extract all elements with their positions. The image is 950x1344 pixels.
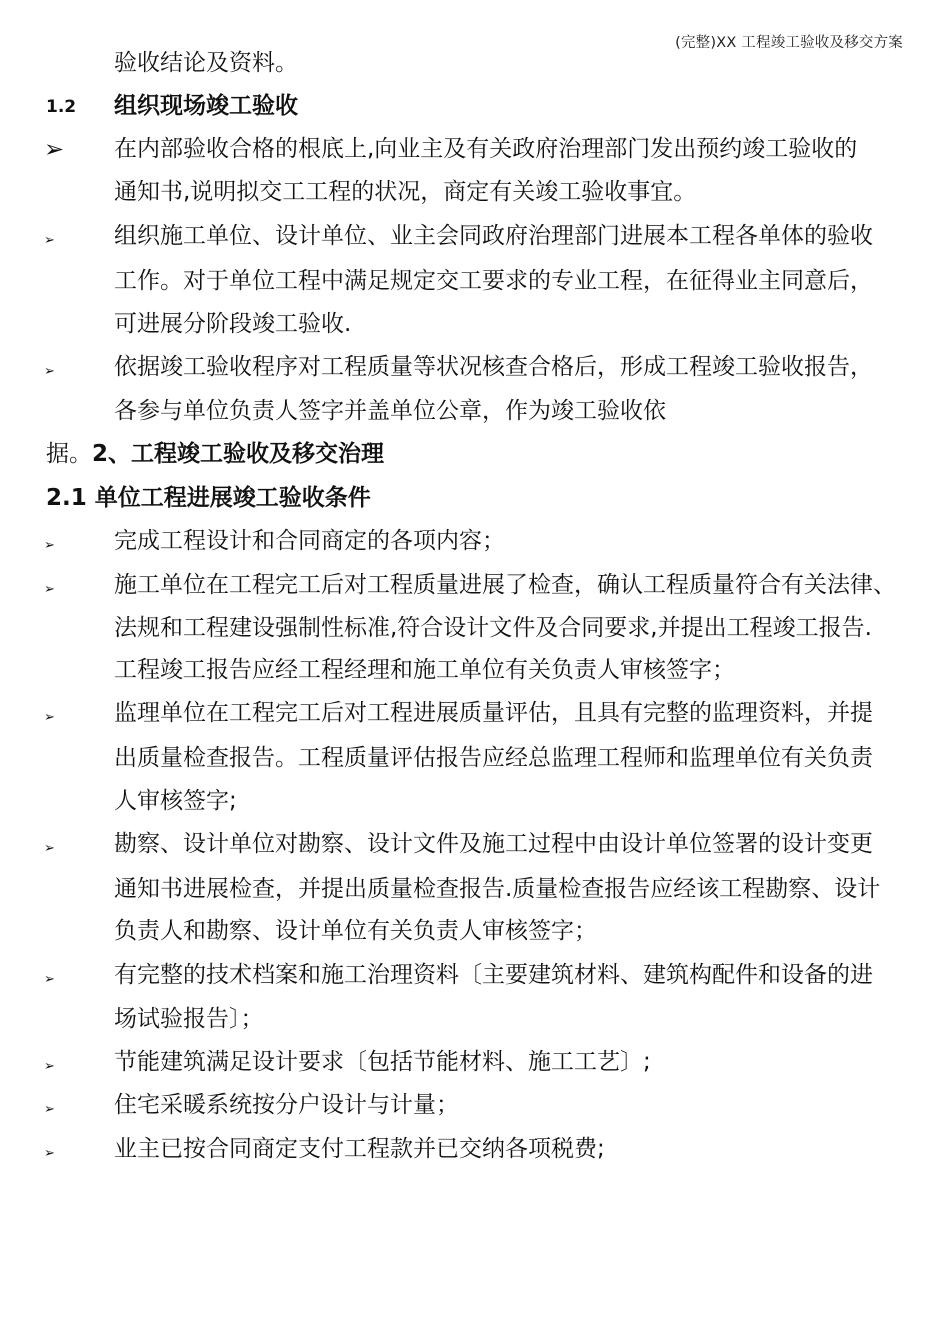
bullet-arrow-icon: ➢ [44,582,55,597]
list-item-line: 组织施工单位、设计单位、业主会同政府治理部门进展本工程各单体的验收 [114,223,873,249]
list-item-line: 住宅采暖系统按分户设计与计量； [114,1092,459,1118]
list-item-line: 在内部验收合格的根底上,向业主及有关政府治理部门发出预约竣工验收的 [114,136,858,162]
list-item-line: 法规和工程建设强制性标准,符合设计文件及合同要求,并提出工程竣工报告. [114,615,872,641]
bullet-arrow-icon: ➢ [44,1059,55,1074]
list-item-line: 监理单位在工程完工后对工程进展质量评估，且具有完整的监理资料，并提 [114,700,873,726]
list-item-line: 出质量检查报告。工程质量评估报告应经总监理工程师和监理单位有关负责 [114,745,873,771]
list-item-line: 人审核签字; [114,788,237,814]
list-item-line: 场试验报告〕； [114,1006,264,1032]
list-item-line: 负责人和勘察、设计单位有关负责人审核签字； [114,918,597,944]
bullet-arrow-icon: ➢ [44,538,55,553]
bullet-arrow-icon: ➢ [44,364,55,379]
section-number: 1.2 [46,97,77,117]
running-header: (完整)XX 工程竣工验收及移交方案 [675,35,903,51]
section-heading: 组织现场竣工验收 [114,93,298,119]
bullet-arrow-icon: ➢ [44,710,55,725]
list-item-line: 通知书,说明拟交工工程的状况，商定有关竣工验收事宜。 [114,179,697,205]
list-item-line: 有完整的技术档案和施工治理资料〔主要建筑材料、建筑构配件和设备的进 [114,962,873,988]
list-item-line: 勘察、设计单位对勘察、设计文件及施工过程中由设计单位签署的设计变更 [114,831,873,857]
list-item-line: 施工单位在工程完工后对工程质量进展了检查，确认工程质量符合有关法律、 [114,572,896,598]
list-item-line: 通知书进展检查，并提出质量检查报告.质量检查报告应经该工程勘察、设计 [114,876,881,902]
list-item-line: 可进展分阶段竣工验收. [114,311,352,337]
list-item-line: 业主已按合同商定支付工程款并已交纳各项税费; [114,1136,605,1162]
section-2-heading: 2、工程竣工验收及移交治理 [92,441,385,467]
bullet-arrow-icon: ➢ [44,135,65,163]
list-item-line: 工作。对于单位工程中满足规定交工要求的专业工程，在征得业主同意后， [114,268,873,294]
carry-over-line: 验收结论及资料。 [114,50,298,76]
bullet-arrow-icon: ➢ [44,1102,55,1117]
list-item-line: 完成工程设计和合同商定的各项内容； [114,528,505,554]
continuation-text: 据。 [46,441,92,467]
list-item-line: 各参与单位负责人签字并盖单位公章，作为竣工验收依 [114,398,666,424]
subsection-heading: 2.1 单位工程进展竣工验收条件 [46,485,371,511]
bullet-arrow-icon: ➢ [44,841,55,856]
bullet-arrow-icon: ➢ [44,1146,55,1161]
bullet-arrow-icon: ➢ [44,972,55,987]
list-item-line: 依据竣工验收程序对工程质量等状况核查合格后，形成工程竣工验收报告， [114,354,873,380]
bullet-arrow-icon: ➢ [44,233,55,248]
list-item-line: 工程竣工报告应经工程经理和施工单位有关负责人审核签字； [114,657,735,683]
section-2-heading-line [46,439,384,469]
list-item-line: 节能建筑满足设计要求〔包括节能材料、施工工艺〕; [114,1049,651,1075]
